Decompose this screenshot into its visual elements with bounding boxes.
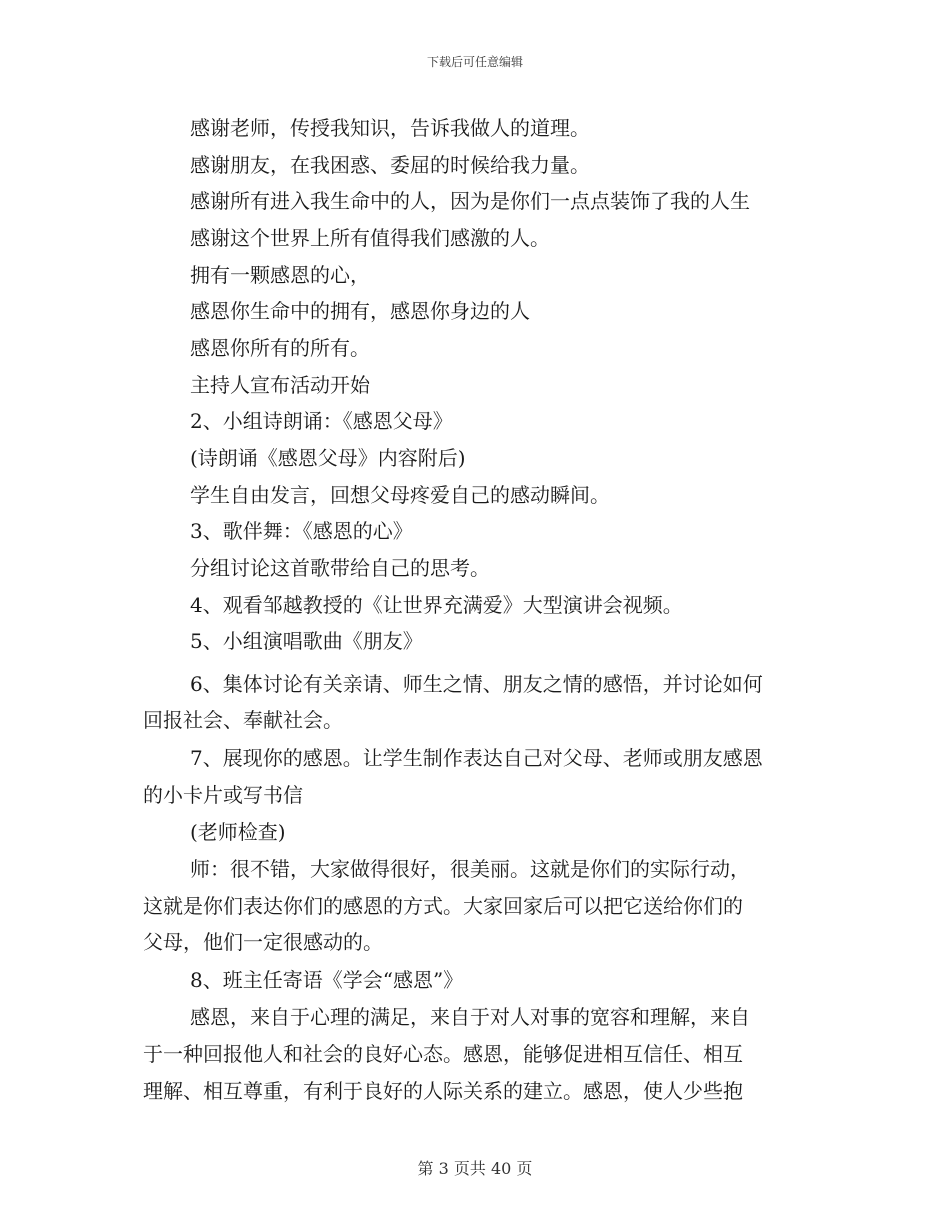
text-line: 回报社会、奉献社会。 — [143, 708, 343, 732]
text-line: 感谢老师，传授我知识，告诉我做人的道理。 — [190, 116, 590, 140]
text-line: 感谢朋友，在我困惑、委屈的时候给我力量。 — [190, 153, 590, 177]
text-line: 学生自由发言，回想父母疼爱自己的感动瞬间。 — [190, 483, 610, 507]
text-line: 理解、相互尊重，有利于良好的人际关系的建立。感恩，使人少些抱 — [143, 1079, 743, 1103]
text-line: 感谢这个世界上所有值得我们感激的人。 — [190, 226, 550, 250]
page-header: 下载后可任意编辑 — [426, 55, 523, 69]
text-line: 师：很不错，大家做得很好，很美丽。这就是你们的实际行动， — [190, 857, 750, 881]
text-line: 的小卡片或写书信 — [143, 783, 303, 807]
text-line: 5、小组演唱歌曲《朋友》 — [190, 629, 423, 653]
text-line: 父母，他们一定很感动的。 — [143, 930, 383, 954]
text-line: (诗朗诵《感恩父母》内容附后) — [190, 446, 466, 470]
text-line: 分组讨论这首歌带给自己的思考。 — [190, 556, 490, 580]
text-line: 7、展现你的感恩。让学生制作表达自己对父母、老师或朋友感恩 — [190, 746, 763, 770]
text-line: 3、歌伴舞：《感恩的心》 — [190, 519, 413, 543]
text-line: 于一种回报他人和社会的良好心态。感恩，能够促进相互信任、相互 — [143, 1042, 743, 1066]
text-line: 6、集体讨论有关亲请、师生之情、朋友之情的感悟，并讨论如何 — [190, 672, 763, 696]
text-line: 感恩，来自于心理的满足，来自于对人对事的宽容和理解，来自 — [190, 1005, 750, 1029]
text-line: 8、班主任寄语《学会“感恩”》 — [190, 968, 464, 992]
text-line: 感谢所有进入我生命中的人，因为是你们一点点装饰了我的人生 — [190, 189, 750, 213]
text-line: 主持人宣布活动开始 — [190, 373, 370, 397]
text-line: 4、观看邹越教授的《让世界充满爱》大型演讲会视频。 — [190, 593, 683, 617]
text-line: 2、小组诗朗诵：《感恩父母》 — [190, 409, 453, 433]
text-line: 感恩你所有的所有。 — [190, 336, 370, 360]
text-line: 感恩你生命中的拥有，感恩你身边的人 — [190, 299, 530, 323]
text-line: (老师检查) — [190, 820, 286, 844]
text-line: 拥有一颗感恩的心， — [190, 263, 370, 287]
page-footer: 第 3 页共 40 页 — [417, 1159, 533, 1178]
text-line: 这就是你们表达你们的感恩的方式。大家回家后可以把它送给你们的 — [143, 894, 743, 918]
